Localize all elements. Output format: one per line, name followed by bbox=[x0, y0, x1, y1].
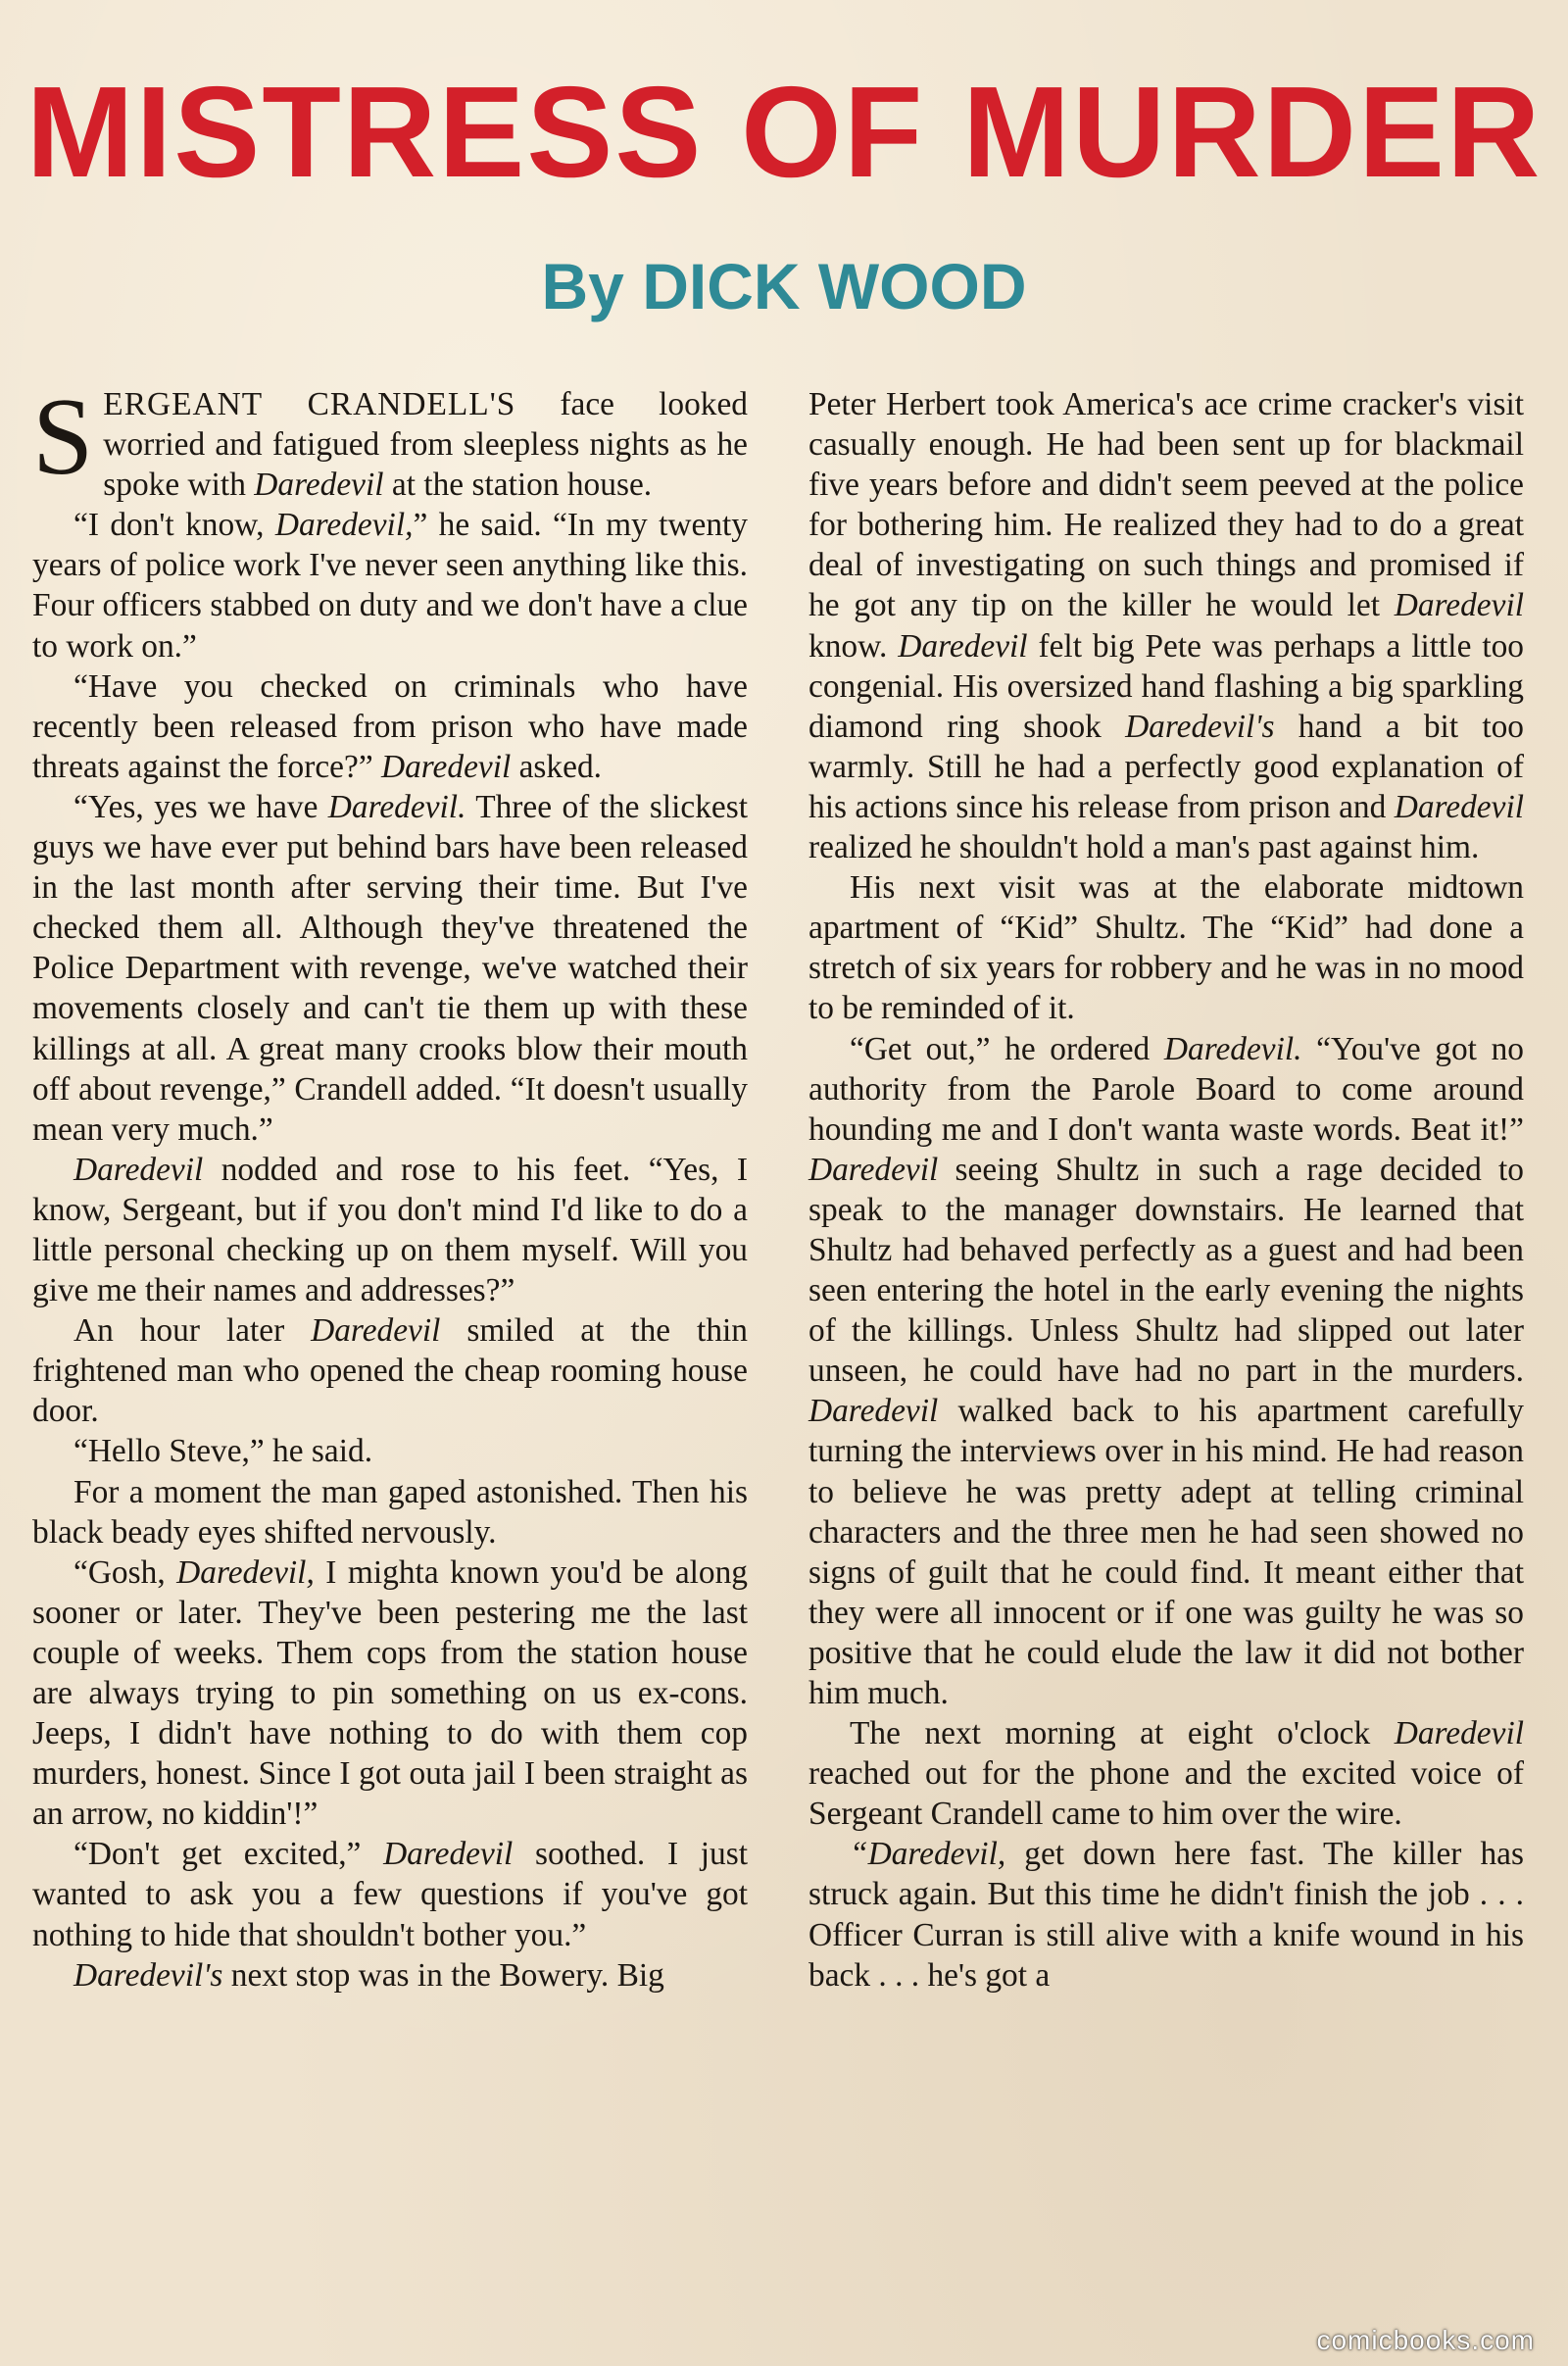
text-run: smiled at the thin frightened man who opened the cheap rooming house door. bbox=[32, 1312, 748, 1430]
name-italic: “Daredevil, bbox=[850, 1836, 1006, 1873]
text-run: reached out for the phone and the excited voice of Sergeant Crandell came to him over the wire. bbox=[808, 1755, 1524, 1833]
text-run: ” he said. “In my twenty years of police work I've never seen anything like this. Four officers stabbed on duty and we don't have a clue to work on.” bbox=[32, 507, 748, 665]
author-byline: By DICK WOOD bbox=[541, 250, 1027, 322]
story-title: MISTRESS OF MURDER bbox=[25, 60, 1543, 204]
paragraph bbox=[32, 1553, 748, 1835]
paragraph bbox=[32, 1955, 748, 1996]
text-run: I mighta known you'd be along sooner or later. They've been pestering me the last couple of weeks. Them cops from the station house are always trying to pin something on us ex-cons. Jeeps, I didn't have nothing to do with them cop murders, honest. Since I got outa jail I been straight as an arrow, no kiddin'!” bbox=[32, 1553, 749, 1833]
paragraph bbox=[32, 787, 748, 1150]
name-italic: Daredevil bbox=[383, 1836, 514, 1873]
name-italic: Daredevil bbox=[1394, 788, 1524, 825]
text-run: ERGEANT CRANDELL'S bbox=[103, 386, 516, 422]
name-italic: Daredevil bbox=[808, 1393, 939, 1430]
text-run: Peter Herbert took America's ace crime cracker's visit casually enough. He had been sent up for blackmail five years before and didn't seem peeved at the police for bothering him. He realized they had to do a great deal of investigating on such things and promised if he got any tip on the killer he would let bbox=[808, 386, 1524, 624]
name-italic: Daredevil bbox=[898, 627, 1028, 665]
text-run: soothed. I just wanted to ask you a few questions if you've got nothing to hide that shouldn't bother you.” bbox=[32, 1836, 748, 1953]
text-run: nodded and rose to his feet. “Yes, I know, Sergeant, but if you don't mind I'd like to do a little personal checking up on them myself. Will you give me their names and addresses?” bbox=[32, 1151, 748, 1309]
text-run: “Get out,” he ordered bbox=[850, 1030, 1164, 1067]
paragraph bbox=[32, 376, 748, 505]
name-italic: Daredevil. bbox=[1163, 1030, 1302, 1067]
paragraph bbox=[32, 1310, 748, 1431]
site-watermark: comicbooks.com bbox=[1316, 2325, 1535, 2355]
paragraph bbox=[32, 1150, 748, 1310]
text-run: The next morning at eight o'clock bbox=[850, 1715, 1395, 1752]
paragraph bbox=[808, 1029, 1524, 1714]
name-italic: Daredevil bbox=[311, 1312, 441, 1350]
name-italic: Daredevil, bbox=[176, 1553, 315, 1591]
text-run: felt big Pete was perhaps a little too congenial. His oversized hand flashing a big sparkling diamond ring shook bbox=[808, 627, 1524, 745]
name-italic: Daredevil bbox=[1394, 587, 1524, 624]
paragraph bbox=[32, 505, 748, 665]
left-column bbox=[32, 376, 749, 1996]
text-run: seeing Shultz in such a rage decided to speak to the manager downstairs. He learned that Shultz had behaved perfectly as a guest and had been seen entering the hotel in the early evening the nights of the killings. Unless Shultz had slipped out later unseen, he could have had no part in the murders. bbox=[808, 1151, 1524, 1390]
text-run: know. bbox=[808, 627, 899, 665]
name-italic: Daredevil's bbox=[1125, 708, 1275, 745]
name-italic: Daredevil. bbox=[327, 788, 466, 825]
name-italic: Daredevil bbox=[1394, 1715, 1524, 1752]
text-run: realized he shouldn't hold a man's past against him. bbox=[808, 829, 1480, 866]
text-run: at the station house. bbox=[383, 467, 653, 504]
paragraph bbox=[808, 384, 1524, 867]
name-italic: Daredevil bbox=[380, 748, 512, 785]
text-run: hand a bit too warmly. Still he had a perfectly good explanation of his actions since his release from prison and bbox=[808, 708, 1524, 825]
paragraph bbox=[32, 1834, 748, 1954]
text-run: “Yes, yes we have bbox=[74, 788, 328, 825]
name-italic: Daredevil bbox=[808, 1151, 939, 1188]
paragraph bbox=[808, 1713, 1524, 1834]
paragraph: His next visit was at the elaborate midtown apartment of “Kid” Shultz. The “Kid” had done a stretch of six years for robbery and he was in no mood to be reminded of it. bbox=[808, 869, 1524, 1027]
text-run: walked back to his apartment carefully turning the interviews over in his mind. He had reason to believe he was pretty adept at telling criminal characters and the three men he had seen showed no signs of guilt that he could find. It meant either that they were all innocent or if one was guilty he was so positive that he could elude the law it did not bother him much. bbox=[808, 1393, 1524, 1711]
text-run: Three of the slickest guys we have ever put behind bars have been released in the last month after serving their time. But I've checked them all. Although they've threatened the Police Department with revenge, we've watched their movements closely and can't tie them up with these killings at all. A great many crooks blow their mouth off about revenge,” Crandell added. “It doesn't usually mean very much.” bbox=[32, 788, 748, 1148]
paragraph bbox=[32, 666, 748, 787]
name-italic: Daredevil's bbox=[74, 1956, 223, 1994]
name-italic: Daredevil bbox=[74, 1151, 204, 1188]
text-run: asked. bbox=[511, 748, 602, 785]
paragraph: “Hello Steve,” he said. bbox=[74, 1433, 373, 1470]
text-run: “Gosh, bbox=[74, 1553, 177, 1591]
name-italic: Daredevil bbox=[254, 467, 384, 504]
text-run: “I don't know, bbox=[74, 507, 275, 544]
text-run: “Have you checked on criminals who have recently been released from prison who have made threats against the force?” bbox=[32, 667, 748, 785]
drop-cap: S bbox=[32, 376, 94, 498]
paragraph: For a moment the man gaped astonished. Then his black beady eyes shifted nervously. bbox=[32, 1473, 748, 1551]
text-run: “You've got no authority from the Parole Board to come around hounding me and I don't wanta waste words. Beat it!” bbox=[808, 1030, 1524, 1148]
text-run: next stop was in the Bowery. Big bbox=[222, 1956, 664, 1994]
text-run: face looked worried and fatigued from sleepless nights as he spoke with bbox=[103, 386, 748, 504]
text-run: get down here fast. The killer has struck again. But this time he didn't finish the job . . . Officer Curran is still alive with a knife wound in his back . . . he's got a bbox=[808, 1836, 1524, 1994]
name-italic: Daredevil, bbox=[274, 507, 414, 544]
right-column bbox=[808, 384, 1524, 1996]
text-run: An hour later bbox=[74, 1312, 312, 1350]
text-run: “Don't get excited,” bbox=[74, 1836, 384, 1873]
paragraph bbox=[808, 1834, 1524, 1995]
